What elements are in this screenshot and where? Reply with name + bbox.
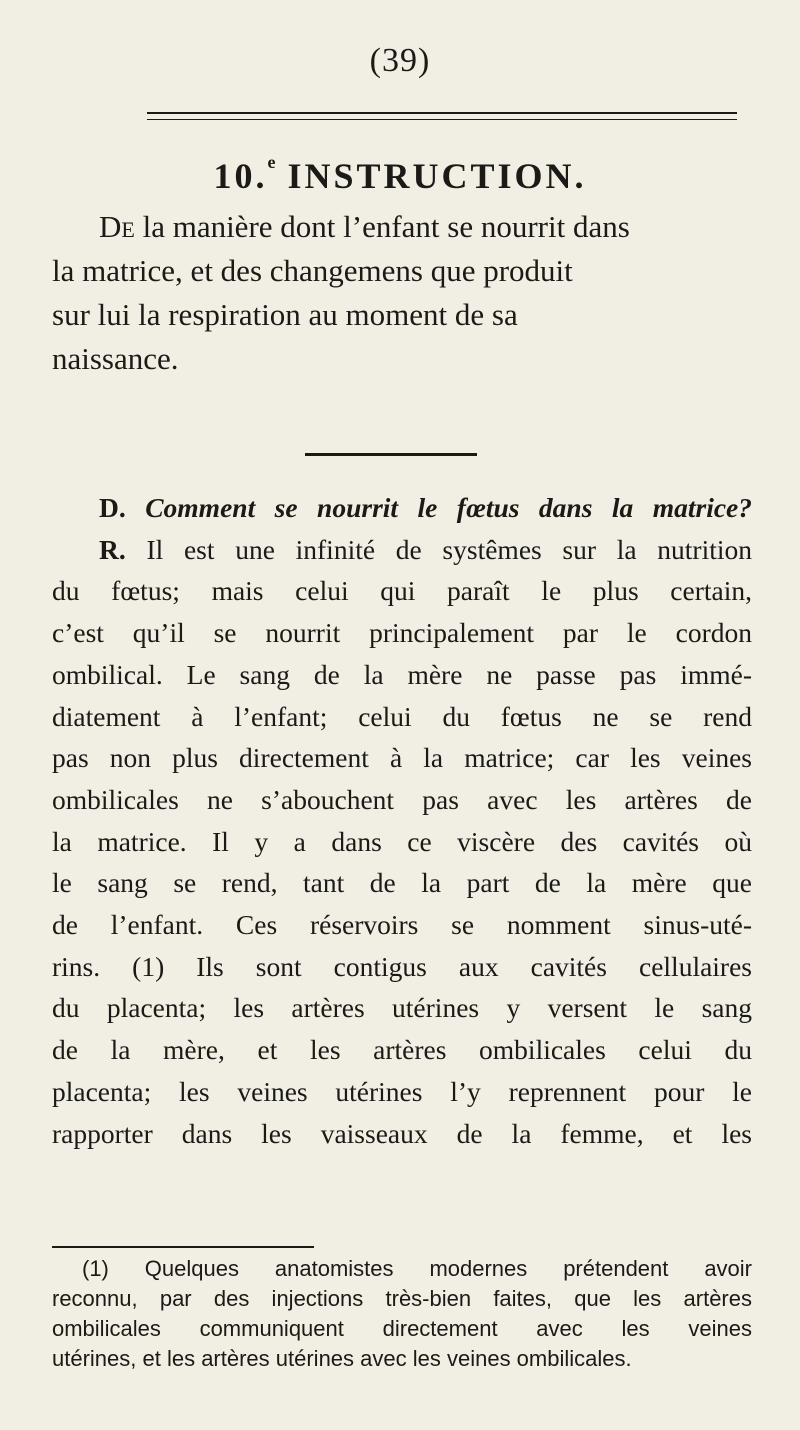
answer-line (52, 529, 752, 571)
answer-line-text: de la mère, et les artères ombilicales celui du (52, 1034, 752, 1066)
answer-line-text: placenta; les veines utérines l’y reprennent pour le (52, 1075, 752, 1107)
footnote-line (52, 1314, 752, 1344)
answer-line-text: du placenta; les artères utérines y versent le sang (52, 992, 752, 1024)
answer-line-text: de l’enfant. Ces réservoirs se nomment sinus-uté- (52, 909, 752, 941)
footnote-line-text: (1) Quelques anatomistes modernes prétendent avoir (82, 1256, 752, 1281)
section-summary (52, 205, 752, 381)
answer-line (52, 779, 752, 821)
summary-line: naissance. (52, 341, 179, 376)
heading-title: INSTRUCTION. (287, 156, 587, 196)
answer-line-text: du fœtus; mais celui qui paraît le plus certain, (52, 575, 752, 607)
answer-line (52, 821, 752, 863)
answer-line-text: rins. (1) Ils sont contigus aux cavités cellulaires (52, 950, 752, 982)
summary-line (52, 205, 752, 249)
answer-line (52, 696, 752, 738)
answer-line (52, 1029, 752, 1071)
answer-line (52, 904, 752, 946)
answer-line-text: la matrice. Il y a dans ce viscère des cavités où (52, 825, 752, 857)
answer-line (52, 987, 752, 1029)
body-text (52, 487, 752, 1154)
answer-line-text: c’est qu’il se nourrit principalement par le cordon (52, 617, 752, 649)
footnote-line (52, 1254, 752, 1284)
header-double-rule (147, 112, 737, 120)
footnote-rule (52, 1246, 314, 1248)
answer-line-text: Il est une infinité de systêmes sur la nutrition (146, 533, 753, 565)
summary-line: sur lui la respiration au moment de sa (52, 297, 518, 332)
answer-line (52, 612, 752, 654)
heading-ordinal-superscript: e (267, 152, 276, 172)
answer-label: R. (99, 533, 126, 565)
answer-line-text: pas non plus directement à la matrice; car les veines (52, 742, 752, 774)
answer-line-text: le sang se rend, tant de la part de la mère que (52, 867, 752, 899)
answer-line (52, 946, 752, 988)
section-divider (305, 453, 477, 456)
footnote-line (52, 1284, 752, 1314)
heading-number: 10. (213, 156, 268, 196)
footnote-line-text: ombilicales communiquent directement avec les veines (52, 1316, 752, 1341)
section-heading (0, 152, 800, 197)
summary-line: la matrice, et des changemens que produit (52, 253, 573, 288)
answer-line (52, 570, 752, 612)
answer-line-text: ombilicales ne s’abouchent pas avec les artères de (52, 783, 752, 815)
answer-line (52, 1113, 752, 1155)
answer-line-text: rapporter dans les vaisseaux de la femme, et les (52, 1117, 752, 1149)
footnote-line-text: reconnu, par des injections très-bien faites, que les artères (52, 1286, 752, 1311)
answer-line (52, 737, 752, 779)
answer-line (52, 1071, 752, 1113)
question-text: Comment se nourrit le fœtus dans la matrice? (145, 492, 752, 523)
question-label: D. (99, 492, 126, 523)
footnote-line (52, 1344, 752, 1374)
summary-first-word: De (99, 209, 135, 244)
question-line (52, 487, 752, 529)
footnote (52, 1254, 752, 1374)
page-number: (39) (369, 42, 431, 79)
answer-line-text: ombilical. Le sang de la mère ne passe pas immé- (52, 658, 752, 690)
answer-line-text: diatement à l’enfant; celui du fœtus ne se rend (52, 700, 752, 732)
answer-line (52, 862, 752, 904)
footnote-line-text: utérines, et les artères utérines avec les veines ombilicales. (52, 1346, 632, 1371)
answer-line (52, 654, 752, 696)
summary-line-text: la manière dont l’enfant se nourrit dans (134, 209, 630, 244)
